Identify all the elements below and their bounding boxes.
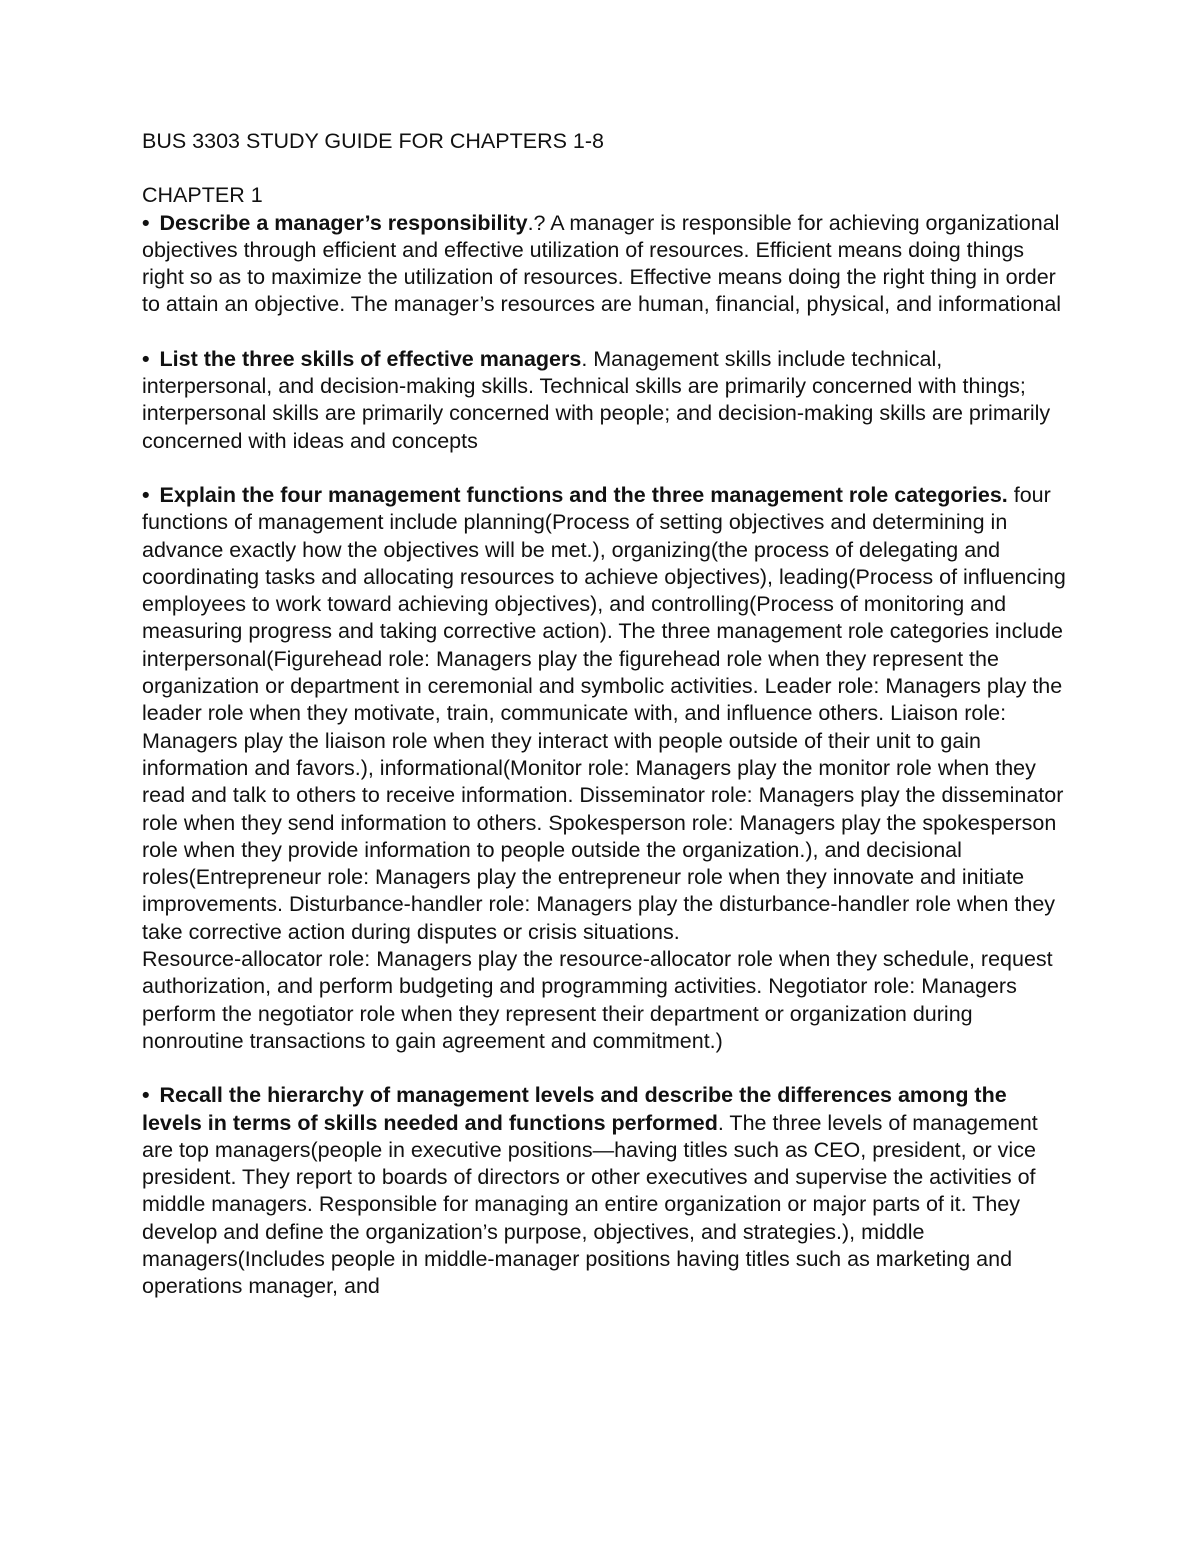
study-question: Explain the four management functions and the three management role categories. [159,482,1008,507]
study-question: List the three skills of effective managers [159,346,582,371]
document-page [142,128,1067,1301]
study-answer: . Management skills include technical, interpersonal, and decision-making skills. Technical skills are primarily concerned with things; interpersonal skills are primarily concerned with people; and decision-making skills are primarily concerned with ideas and concepts [142,346,1051,453]
document-title: BUS 3303 STUDY GUIDE FOR CHAPTERS 1-8 [142,129,604,153]
study-item-manager-skills [142,346,1067,455]
bullet-icon: • [142,1083,150,1108]
study-answer: . The three levels of management are top managers(people in executive positions—having titles such as CEO, president, or vice president. They report to boards of directors or other executives and supervise the activities of middle managers. Responsible for managing an entire organization or major parts of it. They develop and define the organization’s purpose, objectives, and strategies.), middle managers(Includes people in middle-manager positions having titles such as marketing and operations manager, and [142,1110,1038,1299]
study-answer: four functions of management include planning(Process of setting objectives and determining in advance exactly how the objectives will be met.), organizing(the process of delegating and coordinating tasks and allocating resources to achieve objectives), leading(Process of influencing employees to work toward achieving objectives), and controlling(Process of monitoring and measuring progress and taking corrective action). The three management role categories include interpersonal(Figurehead role: Managers play the figurehead role when they represent the organization or department in ceremonial and symbolic activities. Leader role: Managers play the leader role when they motivate, train, communicate with, and influence others. Liaison role: Managers play the liaison role when they interact with people outside of their unit to gain information and favors.), informational(Monitor role: Managers play the monitor role when they read and talk to others to receive information. Disseminator role: Managers play the disseminator role when they send information to others. Spokesperson role: Managers play the spokesperson role when they provide information to people outside the organization.), and decisional roles(Entrepreneur role: Managers play the entrepreneur role when they innovate and initiate improvements. Disturbance-handler role: Managers play the disturbance-handler role when they take corrective action during disputes or crisis situations. [142,482,1066,944]
bullet-icon: • [142,482,150,507]
study-item-management-levels [142,1082,1067,1300]
study-question: Recall the hierarchy of management levels and describe the differences among the levels in terms of skills needed and functions performed [142,1083,1007,1135]
study-item-management-functions [142,482,1067,1055]
bullet-icon: • [142,210,150,235]
study-answer: .? A manager is responsible for achieving organizational objectives through efficient and effective utilization of resources. Efficient means doing things right so as to maximize the utilization of resources. Effective means doing the right thing in order to attain an objective. The manager’s resources are human, financial, physical, and informational [142,210,1062,317]
bullet-icon: • [142,346,150,371]
chapter-heading: CHAPTER 1 [142,183,263,208]
study-question: Describe a manager’s responsibility [159,210,528,235]
study-answer-continued: Resource-allocator role: Managers play the resource-allocator role when they schedule, request authorization, and perform budgeting and programming activities. Negotiator role: Managers perform the negotiator role when they represent their department or organization during nonroutine transactions to gain agreement and commitment.) [142,947,1053,1053]
study-item-manager-responsibility [142,210,1067,319]
